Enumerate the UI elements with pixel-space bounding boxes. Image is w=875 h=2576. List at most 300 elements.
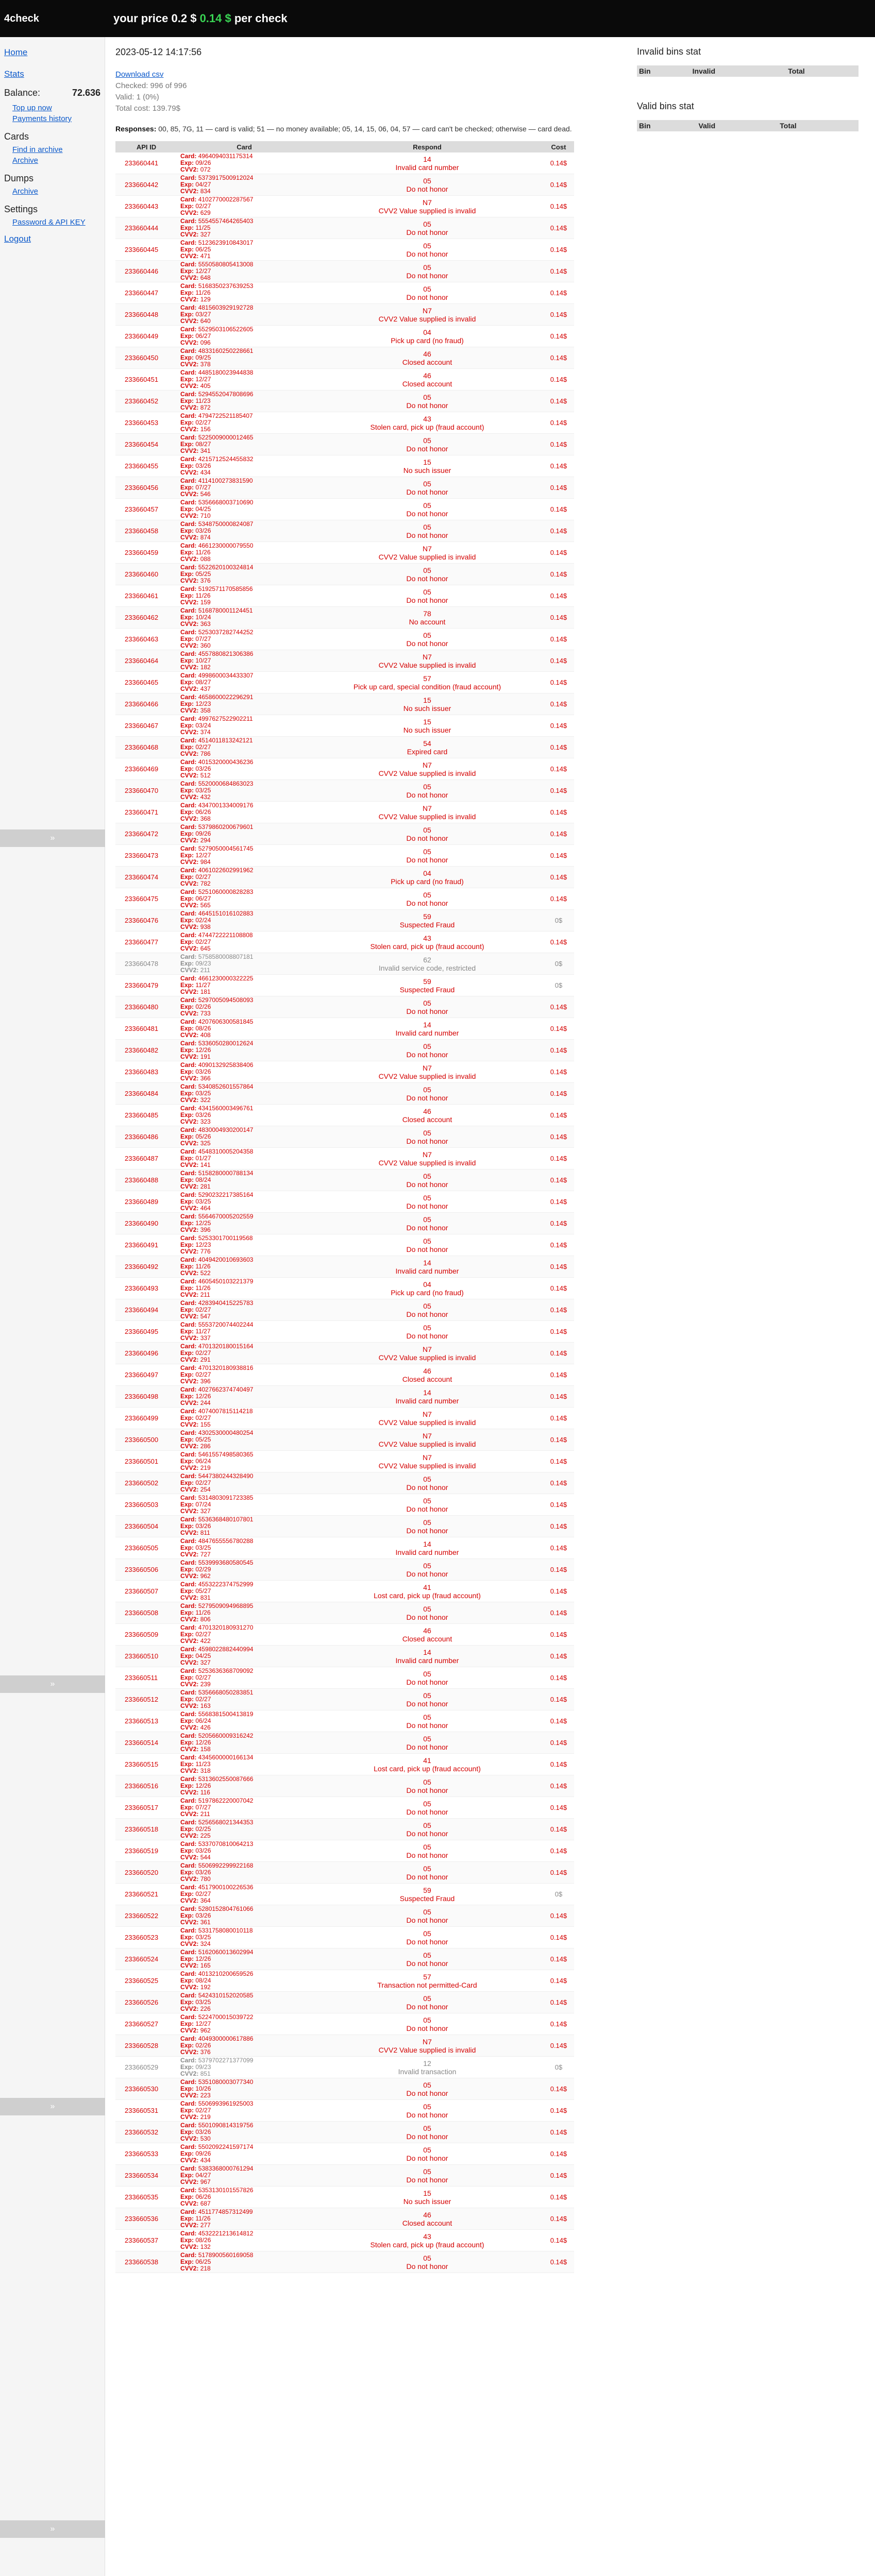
row-api-id: 233660490	[115, 1213, 177, 1234]
card-cvv: 323	[200, 1118, 211, 1125]
card-cvv: 733	[200, 1010, 211, 1017]
check-summary	[115, 46, 574, 114]
row-card-details	[177, 867, 311, 888]
row-respond	[311, 261, 543, 282]
row-card-details	[177, 2057, 311, 2078]
respond-text: Do not honor	[406, 1569, 448, 1578]
card-label: Card:	[180, 2230, 197, 2237]
row-card-details	[177, 477, 311, 499]
respond-code: 05	[423, 2080, 431, 2089]
card-number: 5168780001124451	[198, 607, 253, 614]
exp-label: Exp:	[180, 981, 194, 989]
table-row	[115, 477, 574, 499]
card-number: 5162060013602994	[198, 1948, 254, 1956]
respond-text: Do not honor	[406, 1201, 448, 1210]
row-cost: 0.14$	[543, 1083, 574, 1105]
row-cost: 0.14$	[543, 693, 574, 715]
respond-code: 05	[423, 1669, 431, 1678]
respond-text: No account	[409, 617, 446, 626]
invalid-bins-col-bin: Bin	[637, 65, 691, 77]
sidebar-collapse-tab[interactable]: »	[0, 829, 105, 847]
table-row	[115, 931, 574, 953]
card-exp: 12/27	[195, 2020, 211, 2027]
card-label: Card:	[180, 931, 197, 939]
card-number: 4658600022296291	[198, 693, 254, 701]
table-row	[115, 1343, 574, 1364]
row-card-details	[177, 282, 311, 304]
respond-code: 05	[423, 1799, 431, 1808]
respond-text: Do not honor	[406, 1742, 448, 1751]
row-card-details	[177, 217, 311, 239]
card-cvv: 358	[200, 707, 211, 714]
card-number: 5520000684863023	[198, 780, 254, 787]
table-row	[115, 1061, 574, 1083]
price-label: your price	[113, 12, 169, 25]
exp-label: Exp:	[180, 2150, 194, 2157]
row-cost: 0.14$	[543, 1927, 574, 1948]
row-api-id: 233660533	[115, 2143, 177, 2165]
card-exp: 02/27	[195, 743, 211, 751]
row-card-details	[177, 1884, 311, 1905]
row-cost: 0$	[543, 2057, 574, 2078]
respond-text: Stolen card, pick up (fraud account)	[370, 422, 484, 431]
card-number: 5379860200679601	[198, 823, 254, 831]
card-cvv: 277	[200, 2222, 211, 2229]
row-api-id: 233660507	[115, 1581, 177, 1602]
respond-code: N7	[423, 1345, 432, 1353]
respond-text: Do not honor	[406, 2154, 448, 2162]
row-cost: 0.14$	[543, 1970, 574, 1992]
exp-label: Exp:	[180, 787, 194, 794]
card-exp: 02/27	[195, 2107, 211, 2114]
row-card-details	[177, 1040, 311, 1061]
respond-text: Do not honor	[406, 855, 448, 864]
card-number: 5550580805413008	[198, 261, 254, 268]
row-api-id: 233660450	[115, 347, 177, 369]
row-cost: 0.14$	[543, 802, 574, 823]
row-card-details	[177, 1862, 311, 1884]
row-card-details	[177, 2143, 311, 2165]
exp-label: Exp:	[180, 440, 194, 448]
table-row	[115, 650, 574, 672]
invalid-bins-panel	[637, 46, 864, 77]
respond-text: Do not honor	[406, 1937, 448, 1946]
card-cvv: 226	[200, 2005, 211, 2012]
row-cost: 0.14$	[543, 369, 574, 391]
cvv-label: CVV2:	[180, 1594, 199, 1601]
row-card-details	[177, 1754, 311, 1775]
row-respond	[311, 1948, 543, 1970]
respond-text: Pick up card, special condition (fraud account)	[353, 682, 501, 691]
respond-code: 05	[423, 176, 431, 185]
card-label: Card:	[180, 975, 197, 982]
cvv-label: CVV2:	[180, 2222, 199, 2229]
respond-code: 14	[423, 155, 431, 163]
card-number: 5553720074402244	[198, 1321, 254, 1328]
card-cvv: 780	[200, 1875, 211, 1883]
row-card-details	[177, 1948, 311, 1970]
card-number: 5168350237639253	[198, 282, 254, 290]
respond-code: N7	[423, 2037, 432, 2046]
card-exp: 06/26	[195, 808, 211, 816]
card-number: 5336050280012624	[198, 1040, 254, 1047]
exp-label: Exp:	[180, 549, 194, 556]
sidebar-link-top-up[interactable]: Top up now	[12, 104, 52, 112]
card-number: 4557880821306386	[198, 650, 254, 657]
row-respond	[311, 1386, 543, 1408]
respond-code: 05	[423, 1236, 431, 1245]
card-cvv: 464	[200, 1205, 211, 1212]
row-cost: 0.14$	[543, 1732, 574, 1754]
card-cvv: 096	[200, 339, 211, 346]
respond-code: 05	[423, 1734, 431, 1743]
card-cvv: 088	[200, 555, 211, 563]
table-row	[115, 1429, 574, 1451]
row-cost: 0.14$	[543, 455, 574, 477]
row-respond	[311, 2165, 543, 2187]
respond-text: Do not honor	[406, 1526, 448, 1535]
sidebar-link-home[interactable]: Home	[4, 47, 28, 57]
row-card-details	[177, 1624, 311, 1646]
balance-value: 72.636	[72, 88, 100, 98]
row-api-id: 233660514	[115, 1732, 177, 1754]
cvv-label: CVV2:	[180, 1334, 199, 1342]
card-label: Card:	[180, 1905, 197, 1912]
row-cost: 0.14$	[543, 391, 574, 412]
card-number: 5313602550087666	[198, 1775, 254, 1783]
row-card-details	[177, 1451, 311, 1472]
card-exp: 08/26	[195, 2236, 211, 2244]
exp-label: Exp:	[180, 1522, 194, 1530]
respond-code: 05	[423, 1864, 431, 1873]
card-cvv: 368	[200, 815, 211, 822]
cvv-label: CVV2:	[180, 1486, 199, 1493]
row-card-details	[177, 975, 311, 996]
card-label: Card:	[180, 1884, 197, 1891]
card-cvv: 851	[200, 2070, 211, 2077]
row-api-id: 233660476	[115, 910, 177, 931]
row-card-details	[177, 2165, 311, 2187]
column-header-card: Card	[177, 141, 311, 152]
respond-text: No such issuer	[403, 2197, 451, 2206]
card-exp: 02/27	[195, 1674, 211, 1681]
card-number: 5353130101557826	[198, 2187, 254, 2194]
card-exp: 11/23	[195, 397, 211, 404]
row-cost: 0.14$	[543, 996, 574, 1018]
exp-label: Exp:	[180, 1068, 194, 1075]
card-label: Card:	[180, 2122, 197, 2129]
exp-label: Exp:	[180, 743, 194, 751]
exp-label: Exp:	[180, 181, 194, 188]
card-cvv: 645	[200, 945, 211, 952]
exp-label: Exp:	[180, 938, 194, 945]
card-label: Card:	[180, 1797, 197, 1804]
row-cost: 0.14$	[543, 1862, 574, 1884]
row-api-id: 233660522	[115, 1905, 177, 1927]
sidebar-link-payments-history[interactable]: Payments history	[12, 114, 72, 123]
row-api-id: 233660532	[115, 2122, 177, 2143]
card-label: Card:	[180, 867, 197, 874]
row-respond	[311, 499, 543, 520]
row-respond	[311, 542, 543, 564]
table-row	[115, 629, 574, 650]
row-api-id: 233660454	[115, 434, 177, 455]
card-number: 4645151016102883	[198, 910, 254, 917]
row-api-id: 233660530	[115, 2078, 177, 2100]
row-cost: 0.14$	[543, 1905, 574, 1927]
card-exp: 11/26	[195, 592, 211, 599]
row-card-details	[177, 434, 311, 455]
respond-code: 05	[423, 1842, 431, 1851]
respond-text: Closed account	[402, 1634, 452, 1643]
card-label: Card:	[180, 217, 197, 225]
sidebar-link-cards-archive[interactable]: Archive	[12, 156, 39, 165]
exp-label: Exp:	[180, 2172, 194, 2179]
row-cost: 0.14$	[543, 2230, 574, 2251]
row-respond	[311, 304, 543, 326]
card-number: 5224700015039722	[198, 2013, 254, 2021]
row-api-id: 233660519	[115, 1840, 177, 1862]
card-exp: 02/29	[195, 1566, 211, 1573]
card-label: Card:	[180, 758, 197, 766]
row-card-details	[177, 1689, 311, 1710]
table-row	[115, 802, 574, 823]
card-label: Card:	[180, 1278, 197, 1285]
exp-label: Exp:	[180, 2215, 194, 2222]
card-exp: 03/24	[195, 722, 211, 729]
cvv-label: CVV2:	[180, 793, 199, 801]
respond-code: 05	[423, 566, 431, 574]
respond-code: 05	[423, 1496, 431, 1505]
row-card-details	[177, 1602, 311, 1624]
cvv-label: CVV2:	[180, 837, 199, 844]
row-api-id: 233660473	[115, 845, 177, 867]
card-label: Card:	[180, 499, 197, 506]
row-respond	[311, 888, 543, 910]
row-card-details	[177, 1343, 311, 1364]
card-number: 4514011813242121	[198, 737, 253, 744]
respond-text: CVV2 Value supplied is invalid	[378, 206, 476, 215]
row-respond	[311, 1191, 543, 1213]
cvv-label: CVV2:	[180, 1984, 199, 1991]
cvv-label: CVV2:	[180, 296, 199, 303]
card-cvv: 116	[200, 1789, 210, 1796]
row-api-id: 233660505	[115, 1537, 177, 1559]
cvv-label: CVV2:	[180, 1832, 199, 1839]
card-label: Card:	[180, 802, 197, 809]
exp-label: Exp:	[180, 1717, 194, 1724]
row-cost: 0.14$	[543, 888, 574, 910]
sidebar-link-logout[interactable]: Logout	[4, 234, 31, 244]
card-exp: 06/24	[195, 1717, 211, 1724]
cvv-label: CVV2:	[180, 2027, 199, 2034]
cvv-label: CVV2:	[180, 447, 199, 454]
row-api-id: 233660492	[115, 1256, 177, 1278]
sidebar-collapse-tab[interactable]: »	[0, 2098, 105, 2115]
card-exp: 02/25	[195, 1825, 211, 1833]
card-label: Card:	[180, 1061, 197, 1069]
card-cvv: 327	[200, 1659, 211, 1666]
valid-bins-panel	[637, 101, 864, 131]
respond-code: 15	[423, 696, 431, 704]
price-bar	[113, 12, 288, 25]
row-api-id: 233660442	[115, 174, 177, 196]
table-row	[115, 412, 574, 434]
sidebar-link-password-api-key[interactable]: Password & API KEY	[12, 218, 86, 227]
card-number: 4998600034433307	[198, 672, 254, 679]
card-exp: 09/25	[195, 354, 211, 361]
cvv-label: CVV2:	[180, 2135, 199, 2142]
respond-text: Stolen card, pick up (fraud account)	[370, 942, 484, 951]
row-api-id: 233660475	[115, 888, 177, 910]
row-cost: 0.14$	[543, 2143, 574, 2165]
row-respond	[311, 2187, 543, 2208]
table-row	[115, 2165, 574, 2187]
card-label: Card:	[180, 1840, 197, 1848]
card-exp: 02/27	[195, 1349, 211, 1357]
card-exp: 03/26	[195, 1847, 211, 1854]
row-respond	[311, 2078, 543, 2100]
row-api-id: 233660458	[115, 520, 177, 542]
respond-text: Do not honor	[406, 574, 448, 583]
table-row	[115, 196, 574, 217]
table-row	[115, 261, 574, 282]
row-cost: 0$	[543, 953, 574, 975]
valid-bins-col-valid: Valid	[696, 120, 778, 131]
card-number: 5501090814319756	[198, 2122, 254, 2129]
download-csv-link[interactable]: Download csv	[115, 70, 164, 79]
row-cost: 0.14$	[543, 434, 574, 455]
row-api-id: 233660511	[115, 1667, 177, 1689]
card-label: Card:	[180, 1970, 197, 1977]
row-cost: 0.14$	[543, 282, 574, 304]
row-cost: 0.14$	[543, 239, 574, 261]
row-api-id: 233660527	[115, 2013, 177, 2035]
table-row	[115, 1667, 574, 1689]
cvv-label: CVV2:	[180, 382, 199, 389]
row-cost: 0.14$	[543, 1343, 574, 1364]
card-number: 4090132925838406	[198, 1061, 254, 1069]
row-respond	[311, 2013, 543, 2035]
cvv-label: CVV2:	[180, 858, 199, 866]
table-row	[115, 434, 574, 455]
card-cvv: 710	[200, 512, 211, 519]
card-number: 5529503106522605	[198, 326, 254, 333]
row-respond	[311, 953, 543, 975]
card-cvv: 512	[200, 772, 211, 779]
sidebar-link-dumps-archive[interactable]: Archive	[12, 187, 39, 196]
card-number: 5522620100324814	[198, 564, 254, 571]
table-row	[115, 1299, 574, 1321]
cvv-label: CVV2:	[180, 1161, 199, 1168]
sidebar-link-stats[interactable]: Stats	[4, 69, 24, 79]
respond-text: Do not honor	[406, 1807, 448, 1816]
brand-logo[interactable]: 4check	[4, 12, 39, 24]
card-exp: 03/26	[195, 765, 211, 772]
card-cvv: 648	[200, 274, 211, 281]
sidebar-link-find-in-archive[interactable]: Find in archive	[12, 145, 63, 154]
card-label: Card:	[180, 1083, 197, 1090]
card-exp: 03/25	[195, 1934, 211, 1941]
row-cost: 0.14$	[543, 1689, 574, 1710]
card-label: Card:	[180, 953, 197, 960]
respond-text: Do not honor	[406, 2024, 448, 2032]
row-card-details	[177, 564, 311, 585]
respond-code: 05	[423, 1042, 431, 1050]
row-cost: 0.14$	[543, 412, 574, 434]
cvv-label: CVV2:	[180, 1897, 199, 1904]
row-api-id: 233660455	[115, 455, 177, 477]
card-cvv: 831	[200, 1594, 211, 1601]
sidebar-section-dumps: Dumps	[4, 173, 34, 183]
cvv-label: CVV2:	[180, 2157, 199, 2164]
table-row	[115, 1451, 574, 1472]
card-number: 5356668050283851	[198, 1689, 254, 1696]
card-cvv: 158	[200, 1745, 211, 1753]
row-api-id: 233660502	[115, 1472, 177, 1494]
row-respond	[311, 1364, 543, 1386]
card-label: Card:	[180, 434, 197, 441]
per-check-label: per check	[234, 12, 288, 25]
row-respond	[311, 2251, 543, 2273]
card-number: 5251060000828283	[198, 888, 254, 895]
row-api-id: 233660485	[115, 1105, 177, 1126]
sidebar-collapse-tab[interactable]: »	[0, 2520, 105, 2538]
exp-label: Exp:	[180, 570, 194, 578]
exp-label: Exp:	[180, 1847, 194, 1854]
row-api-id: 233660441	[115, 152, 177, 174]
card-number: 4833160250228661	[198, 347, 254, 354]
card-cvv: 291	[200, 1356, 211, 1363]
card-label: Card:	[180, 1537, 197, 1545]
row-card-details	[177, 1970, 311, 1992]
card-exp: 12/26	[195, 1046, 211, 1054]
row-cost: 0.14$	[543, 1516, 574, 1537]
cvv-label: CVV2:	[180, 1075, 199, 1082]
respond-code: 05	[423, 1085, 431, 1094]
row-cost: 0.14$	[543, 823, 574, 845]
exp-label: Exp:	[180, 1825, 194, 1833]
cvv-label: CVV2:	[180, 772, 199, 779]
row-respond	[311, 2208, 543, 2230]
card-cvv: 530	[200, 2135, 211, 2142]
invalid-bins-col-invalid: Invalid	[691, 65, 786, 77]
row-card-details	[177, 2187, 311, 2208]
cvv-label: CVV2:	[180, 577, 199, 584]
top-header	[0, 0, 875, 37]
row-respond	[311, 347, 543, 369]
row-respond	[311, 1710, 543, 1732]
exp-label: Exp:	[180, 1501, 194, 1508]
row-respond	[311, 975, 543, 996]
row-respond	[311, 217, 543, 239]
cvv-label: CVV2:	[180, 166, 199, 173]
card-label: Card:	[180, 282, 197, 290]
respond-text: Pick up card (no fraud)	[391, 877, 464, 886]
card-cvv: 405	[200, 382, 211, 389]
card-number: 5331758080010118	[198, 1927, 253, 1934]
card-exp: 11/26	[195, 549, 211, 556]
cvv-label: CVV2:	[180, 2243, 199, 2250]
card-exp: 03/25	[195, 1544, 211, 1551]
sidebar-collapse-tab[interactable]: »	[0, 1675, 105, 1693]
row-api-id: 233660472	[115, 823, 177, 845]
row-api-id: 233660460	[115, 564, 177, 585]
card-cvv: 219	[200, 2113, 211, 2121]
cvv-label: CVV2:	[180, 2005, 199, 2012]
card-number: 5356668003710690	[198, 499, 254, 506]
row-cost: 0.14$	[543, 1191, 574, 1213]
